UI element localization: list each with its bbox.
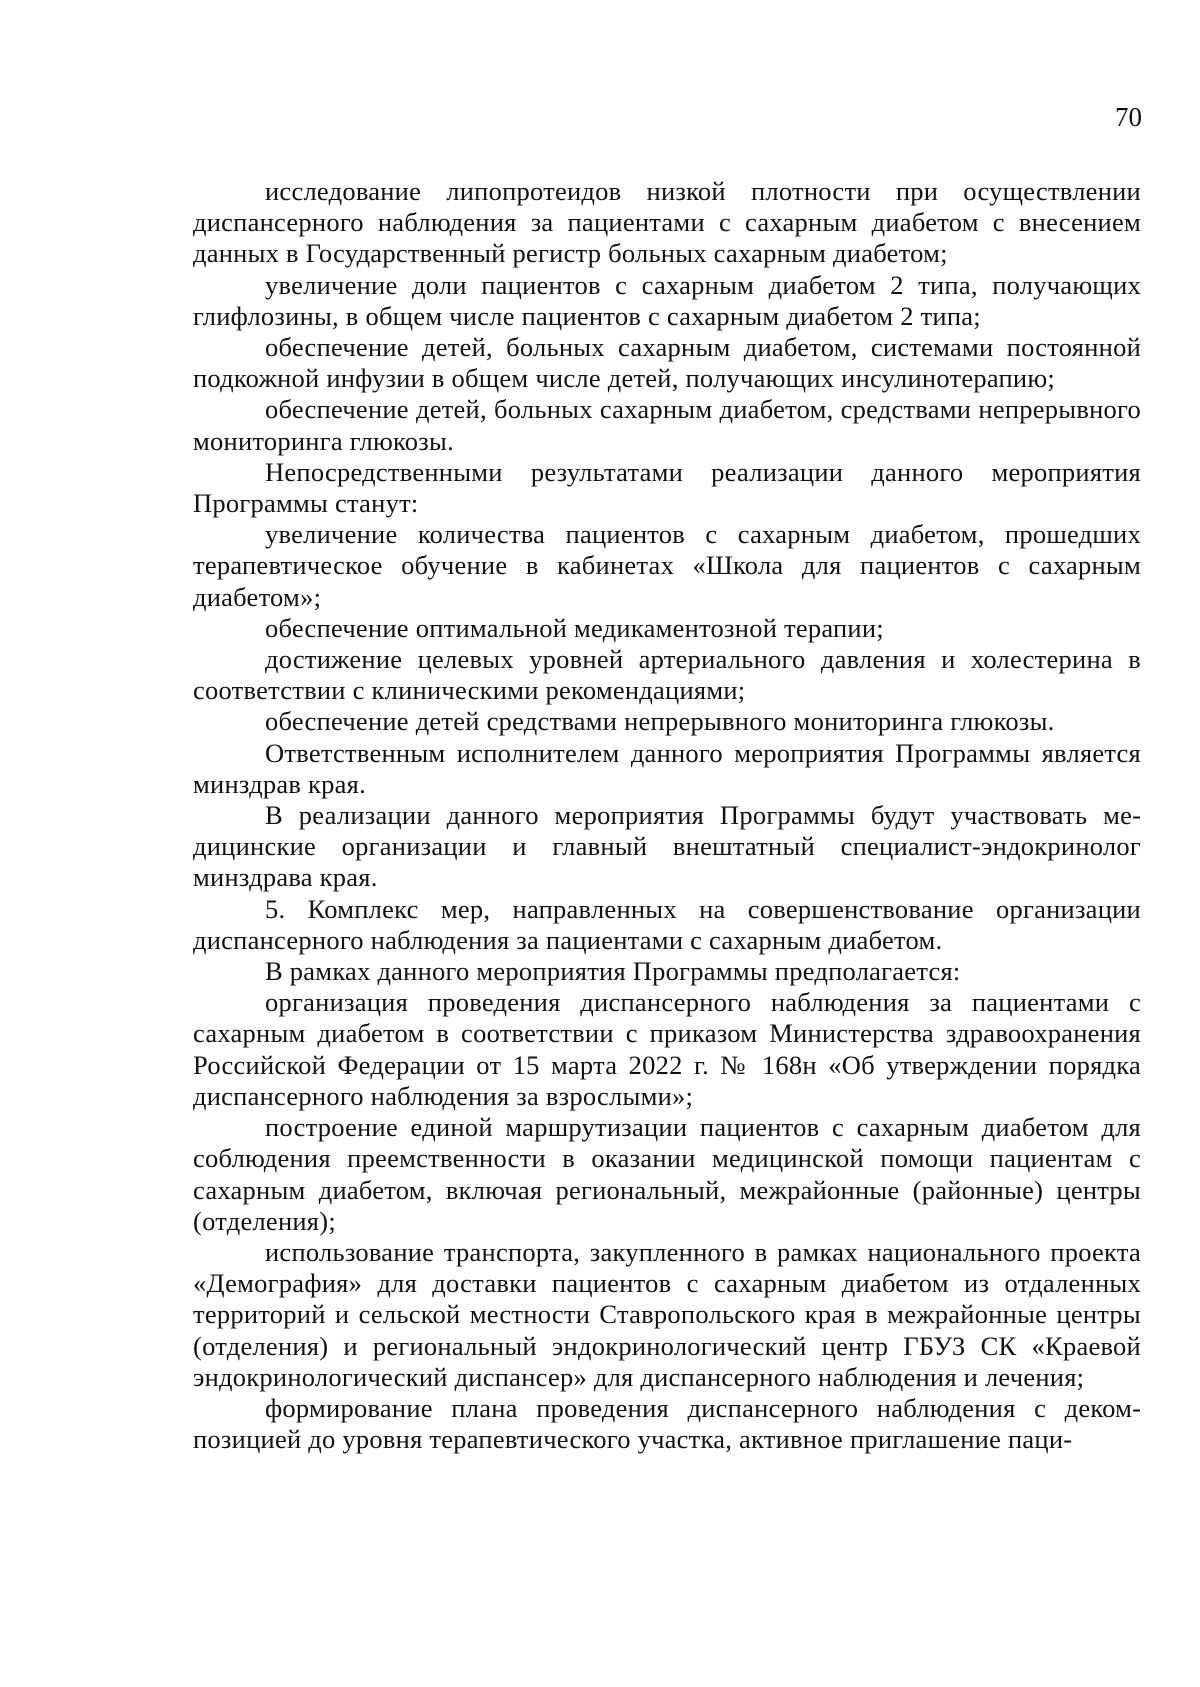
page-number: 70 bbox=[1115, 102, 1142, 132]
paragraph-4: обеспечение детей, больных сахарным диабетом, средствами непрерывного мониторинга глюкозы. bbox=[193, 394, 1141, 456]
paragraph-6: увеличение количества пациентов с сахарным диабетом, прошедших терапевтическое обучение в кабинетах «Школа для пациентов с сахарным диабетом»; bbox=[193, 519, 1141, 612]
paragraph-13: В рамках данного мероприятия Программы предполагается: bbox=[265, 956, 961, 987]
paragraph-5: Непосредственными результатами реализации данного мероприятия Программы станут: bbox=[193, 456, 1141, 519]
paragraph-9: обеспечение детей средствами непрерывного мониторинга глюкозы. bbox=[265, 706, 1055, 737]
paragraph-17: формирование плана проведения диспансерного наблюдения с декомпозицией до уровня терапевтического участка, активное приглашение паци- bbox=[193, 1392, 1141, 1455]
paragraph-12: 5. Комплекс мер, направленных на совершенствование организации диспансерного наблюдения за пациентами с сахарным диабетом. bbox=[193, 893, 1141, 955]
paragraph-2: увеличение доли пациентов с сахарным диабетом 2 типа, получающих глифлозины, в общем числе пациентов с сахарным диабетом 2 типа; bbox=[193, 269, 1141, 331]
paragraph-10: Ответственным исполнителем данного мероприятия Программы является минздрав края. bbox=[193, 737, 1141, 799]
paragraph-7: обеспечение оптимальной медикаментозной терапии; bbox=[265, 612, 884, 643]
paragraph-14: организация проведения диспансерного наблюдения за пациентами с сахарным диабетом в соответствии с приказом Министерства здравоохранения Российской Федерации от 15 марта 2022 г. № 168н «Об утверждении порядка диспансерного наблюдения за взрослыми»; bbox=[193, 987, 1141, 1111]
paragraph-16: использование транспорта, закупленного в рамках национального проекта «Демография» для доставки пациентов с сахарным диабетом из отдаленных территорий и сельской местности Ставропольского края в межрайонные центры (отделения) и региональный эндокринологический центр ГБУЗ СК «Краевой эндокринологический диспансер» для диспансерного наблюдения и лечения; bbox=[193, 1236, 1141, 1392]
paragraph-3: обеспечение детей, больных сахарным диабетом, системами постоянной подкожной инфузии в общем числе детей, получающих инсулинотерапию; bbox=[193, 332, 1141, 394]
paragraph-15: построение единой маршрутизации пациентов с сахарным диабетом для соблюдения преемственности в оказании медицинской помощи пациентам с сахарным диабетом, включая региональный, межрайонные (районные) центры (отделения); bbox=[193, 1112, 1141, 1236]
paragraph-8: достижение целевых уровней артериального давления и холестерина в соответствии с клиническими рекомендациями; bbox=[193, 644, 1141, 706]
paragraph-1: исследование липопротеидов низкой плотности при осуществлении диспансерного наблюдения за пациентами с сахарным диабетом с внесением данных в Государственный регистр больных сахарным диабетом; bbox=[193, 176, 1141, 269]
paragraph-11: В реализации данного мероприятия Программы будут участвовать медицинские организации и главный внештатный специалист-эндокринолог минздрава края. bbox=[193, 800, 1141, 893]
document-body bbox=[193, 176, 1141, 1455]
